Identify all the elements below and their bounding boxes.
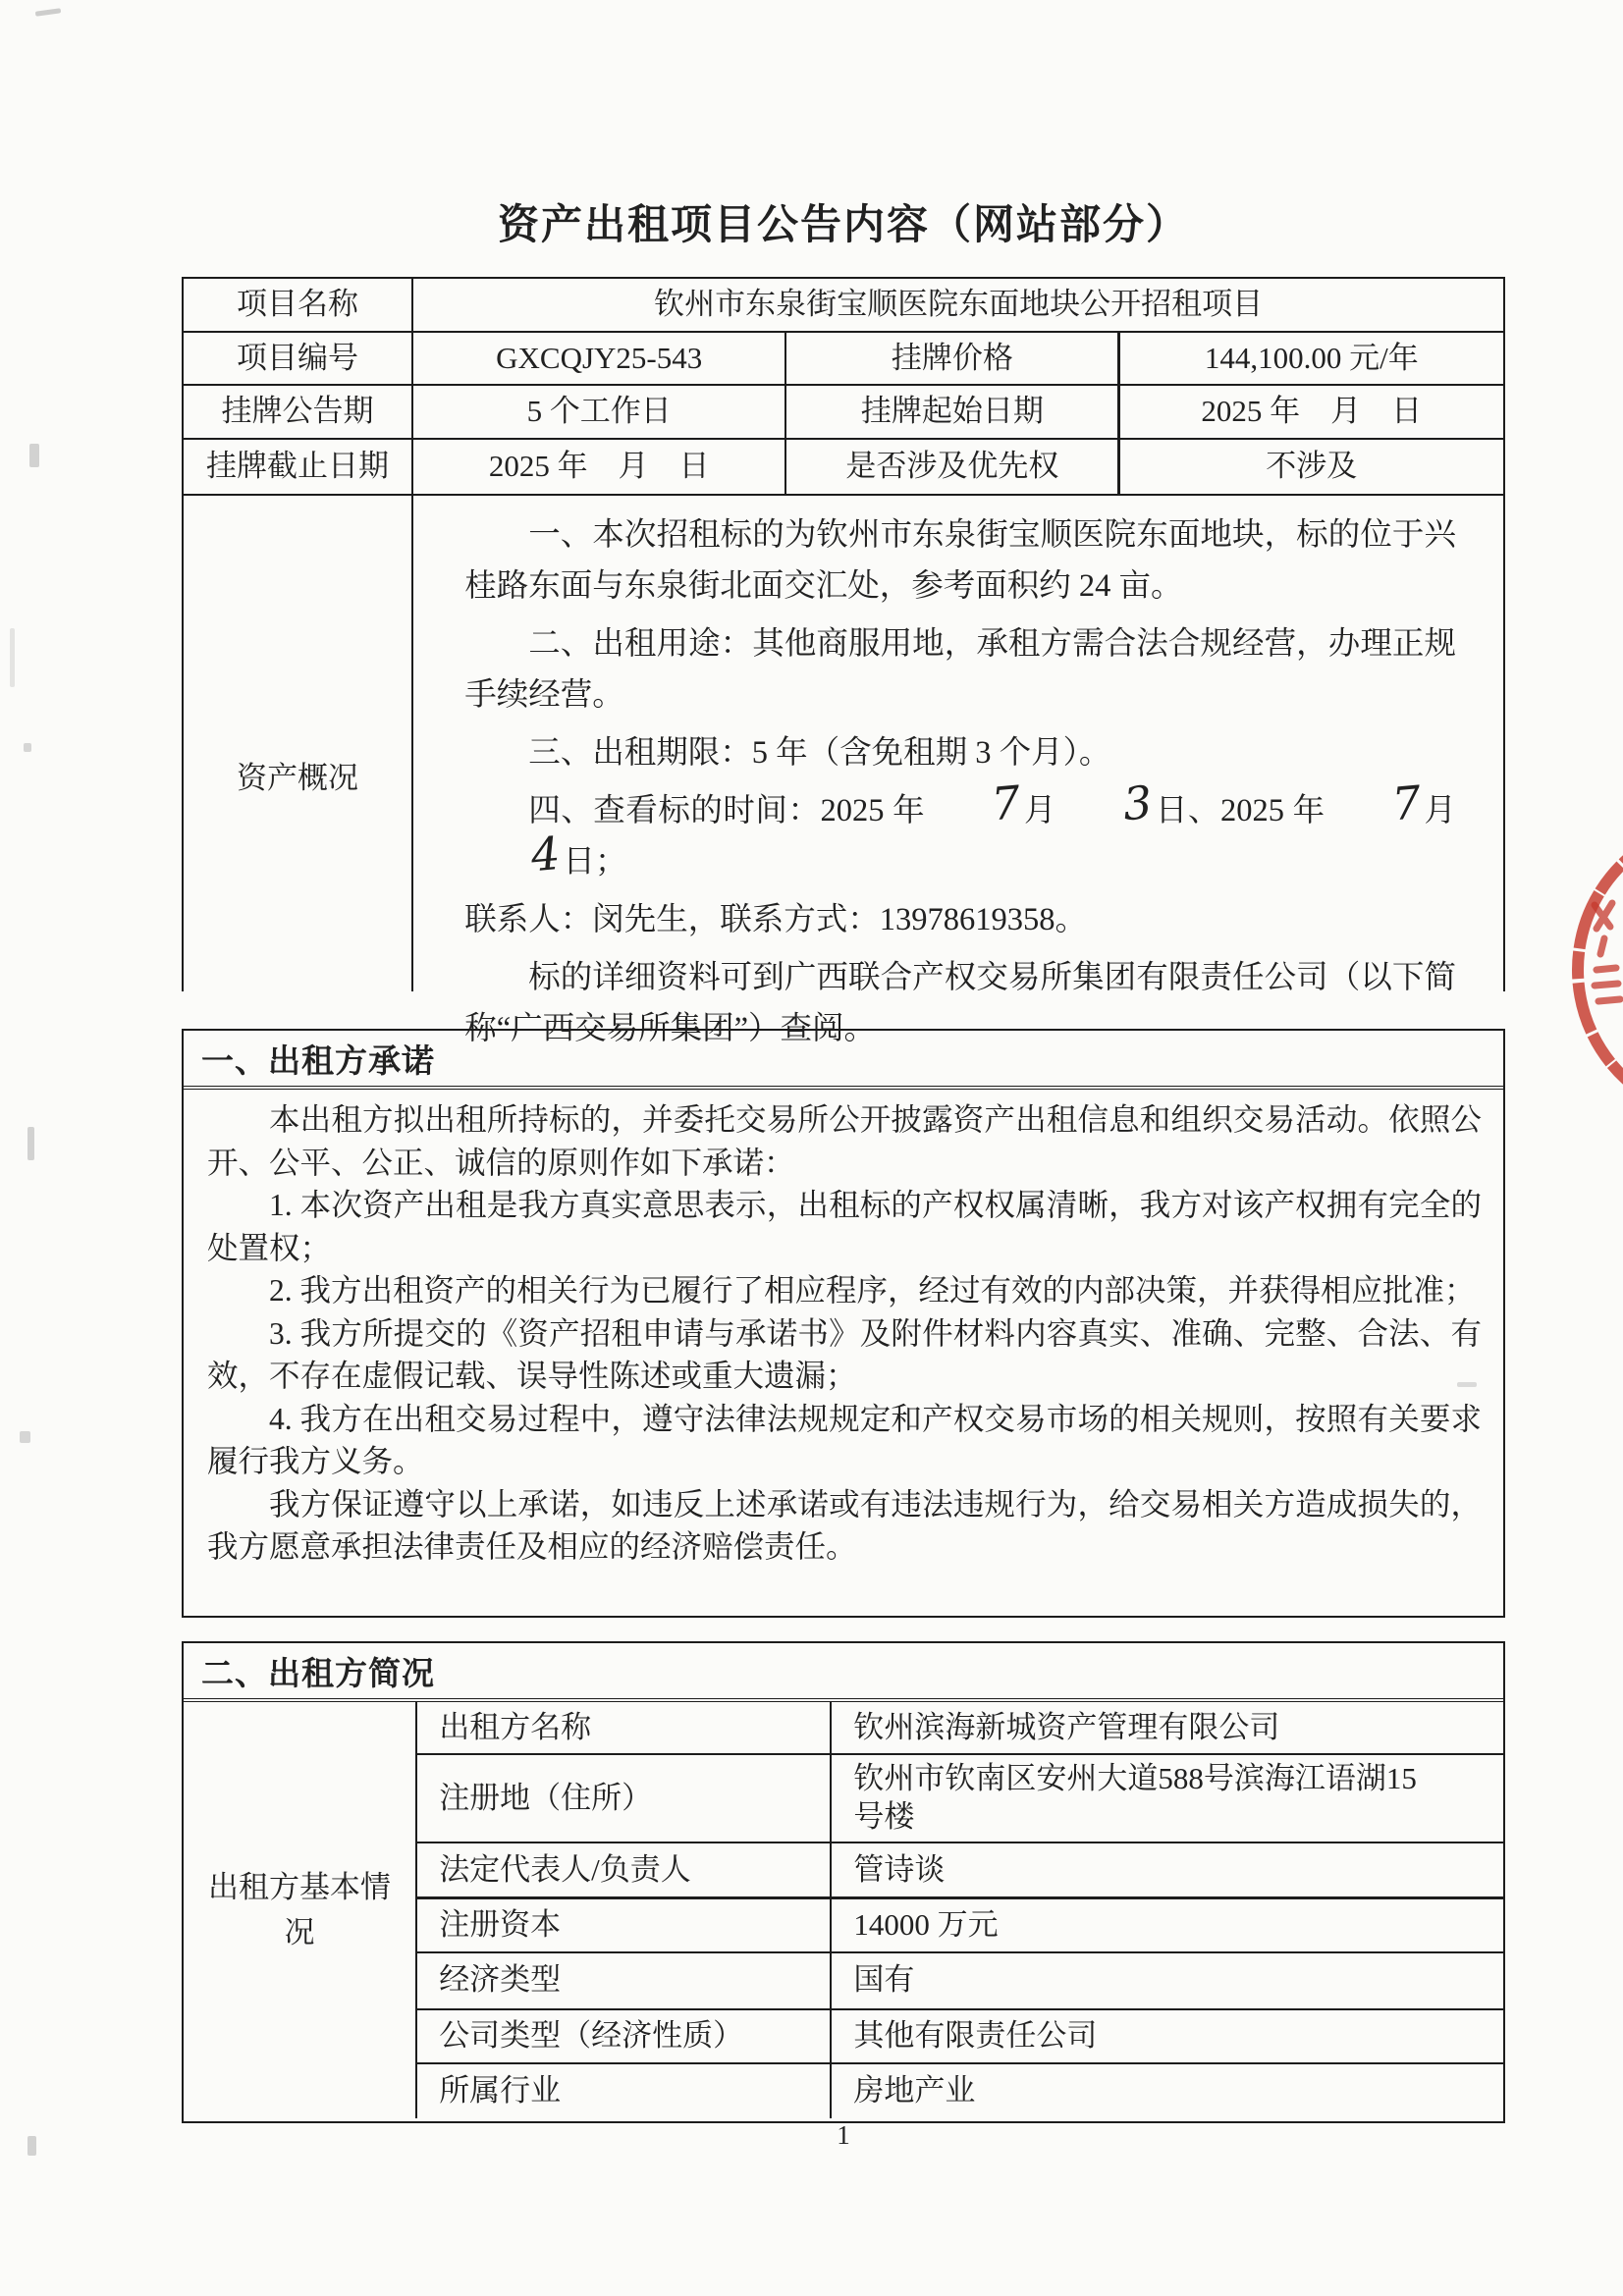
scan-artifact xyxy=(27,2136,36,2156)
listing-price-value: 144,100.00 元/年 xyxy=(1120,333,1503,385)
lessor-commitment-title: 一、出租方承诺 xyxy=(184,1031,1503,1090)
page-number: 1 xyxy=(837,2120,850,2150)
scan-artifact xyxy=(24,743,31,752)
company-type-label: 公司类型（经济性质） xyxy=(417,2010,830,2062)
economic-type-value: 国有 xyxy=(832,1953,1503,2008)
lessor-commitment-section xyxy=(182,1029,1505,1618)
scan-artifact xyxy=(29,444,39,467)
scan-artifact xyxy=(20,1431,30,1443)
red-seal-stamp xyxy=(1551,844,1623,1090)
commitment-para: 3. 我方所提交的《资产招租申请与承诺书》及附件材料内容真实、准确、完整、合法、有效，不存在虚假记载、误导性陈述或重大遗漏； xyxy=(207,1315,1482,1393)
end-date-label: 挂牌截止日期 xyxy=(184,440,411,494)
start-date-value: 2025 年 月 日 xyxy=(1120,386,1503,438)
scan-artifact xyxy=(1457,1382,1477,1387)
overview-para-4 xyxy=(464,775,1456,887)
company-type-value: 其他有限责任公司 xyxy=(832,2010,1503,2062)
handwritten-month-2: 7 xyxy=(1389,775,1424,831)
project-name-value: 钦州市东泉街宝顺医院东面地块公开招租项目 xyxy=(413,279,1503,331)
registered-address-label: 注册地（住所） xyxy=(417,1755,830,1842)
lessor-basic-info-label: 出租方基本情况 xyxy=(184,1702,415,2118)
lessor-name-value: 钦州滨海新城资产管理有限公司 xyxy=(832,1702,1503,1753)
legal-rep-value: 管诗谈 xyxy=(832,1843,1503,1896)
listing-price-label: 挂牌价格 xyxy=(786,333,1117,385)
asset-overview-label: 资产概况 xyxy=(184,496,411,1061)
scan-artifact xyxy=(35,8,61,17)
priority-value: 不涉及 xyxy=(1120,440,1503,494)
overview-para-6: 标的详细资料可到广西联合产权交易所集团有限责任公司（以下简称“广西交易所集团”）查阅。 xyxy=(464,960,1456,1047)
lessor-name-label: 出租方名称 xyxy=(417,1702,830,1753)
overview-para-3: 三、出租期限：5 年（含免租期 3 个月）。 xyxy=(528,735,1111,772)
project-name-label: 项目名称 xyxy=(184,279,411,331)
lessor-profile-table xyxy=(184,1702,1503,2118)
announce-period-value: 5 个工作日 xyxy=(413,386,784,438)
handwritten-day-2: 4 xyxy=(528,827,563,882)
page-title: 资产出租项目公告内容（网站部分） xyxy=(497,203,1189,248)
legal-rep-label: 法定代表人/负责人 xyxy=(417,1843,830,1896)
announce-period-label: 挂牌公告期 xyxy=(184,386,411,438)
registered-capital-label: 注册资本 xyxy=(417,1899,830,1951)
scan-artifact xyxy=(10,628,15,687)
overview-para-2: 二、出租用途：其他商服用地，承租方需合法合规经营，办理正规手续经营。 xyxy=(464,626,1456,714)
project-no-label: 项目编号 xyxy=(184,333,411,385)
priority-label: 是否涉及优先权 xyxy=(786,440,1117,494)
registered-address-value: 钦州市钦南区安州大道588号滨海江语湖15号楼 xyxy=(832,1755,1503,1842)
commitment-para: 1. 本次资产出租是我方真实意思表示，出租标的产权权属清晰，我方对该产权拥有完全的处置权； xyxy=(207,1188,1482,1265)
project-info-table xyxy=(182,277,1505,1047)
registered-capital-value: 14000 万元 xyxy=(832,1899,1503,1951)
lessor-profile-title: 二、出租方简况 xyxy=(184,1643,1503,1702)
industry-value: 房地产业 xyxy=(832,2064,1503,2118)
project-no-value: GXCQJY25-543 xyxy=(413,333,784,385)
overview-date-text: 月 xyxy=(1423,793,1456,829)
industry-label: 所属行业 xyxy=(417,2064,830,2118)
economic-type-label: 经济类型 xyxy=(417,1953,830,2008)
lessor-commitment-body xyxy=(184,1090,1503,1569)
lessor-profile-section xyxy=(182,1641,1505,2123)
handwritten-month-1: 7 xyxy=(989,775,1023,831)
handwritten-day-1: 3 xyxy=(1120,775,1155,831)
overview-date-text: 日、2025 年 xyxy=(1155,793,1325,829)
overview-date-text: 日； xyxy=(563,844,627,881)
end-date-value: 2025 年 月 日 xyxy=(413,440,784,494)
overview-para-5: 联系人：闵先生，联系方式：13978619358。 xyxy=(464,902,1087,938)
asset-overview-content xyxy=(413,496,1503,1061)
commitment-para: 4. 我方在出租交易过程中，遵守法律法规规定和产权交易市场的相关规则，按照有关要求履行我方义务。 xyxy=(207,1401,1482,1478)
start-date-label: 挂牌起始日期 xyxy=(786,386,1117,438)
overview-date-text: 四、查看标的时间：2025 年 xyxy=(528,793,926,829)
overview-para-1: 一、本次招租标的为钦州市东泉街宝顺医院东面地块，标的位于兴桂路东面与东泉街北面交汇处，参考面积约 24 亩。 xyxy=(464,517,1456,605)
commitment-para: 我方保证遵守以上承诺，如违反上述承诺或有违法违规行为，给交易相关方造成损失的，我方愿意承担法律责任及相应的经济赔偿责任。 xyxy=(207,1486,1482,1564)
scan-artifact xyxy=(27,1127,34,1160)
overview-date-text: 月 xyxy=(1023,793,1057,829)
commitment-para: 2. 我方出租资产的相关行为已履行了相应程序，经过有效的内部决策，并获得相应批准； xyxy=(269,1273,1476,1308)
commitment-para: 本出租方拟出租所持标的，并委托交易所公开披露资产出租信息和组织交易活动。依照公开、公平、公正、诚信的原则作如下承诺： xyxy=(207,1102,1482,1180)
